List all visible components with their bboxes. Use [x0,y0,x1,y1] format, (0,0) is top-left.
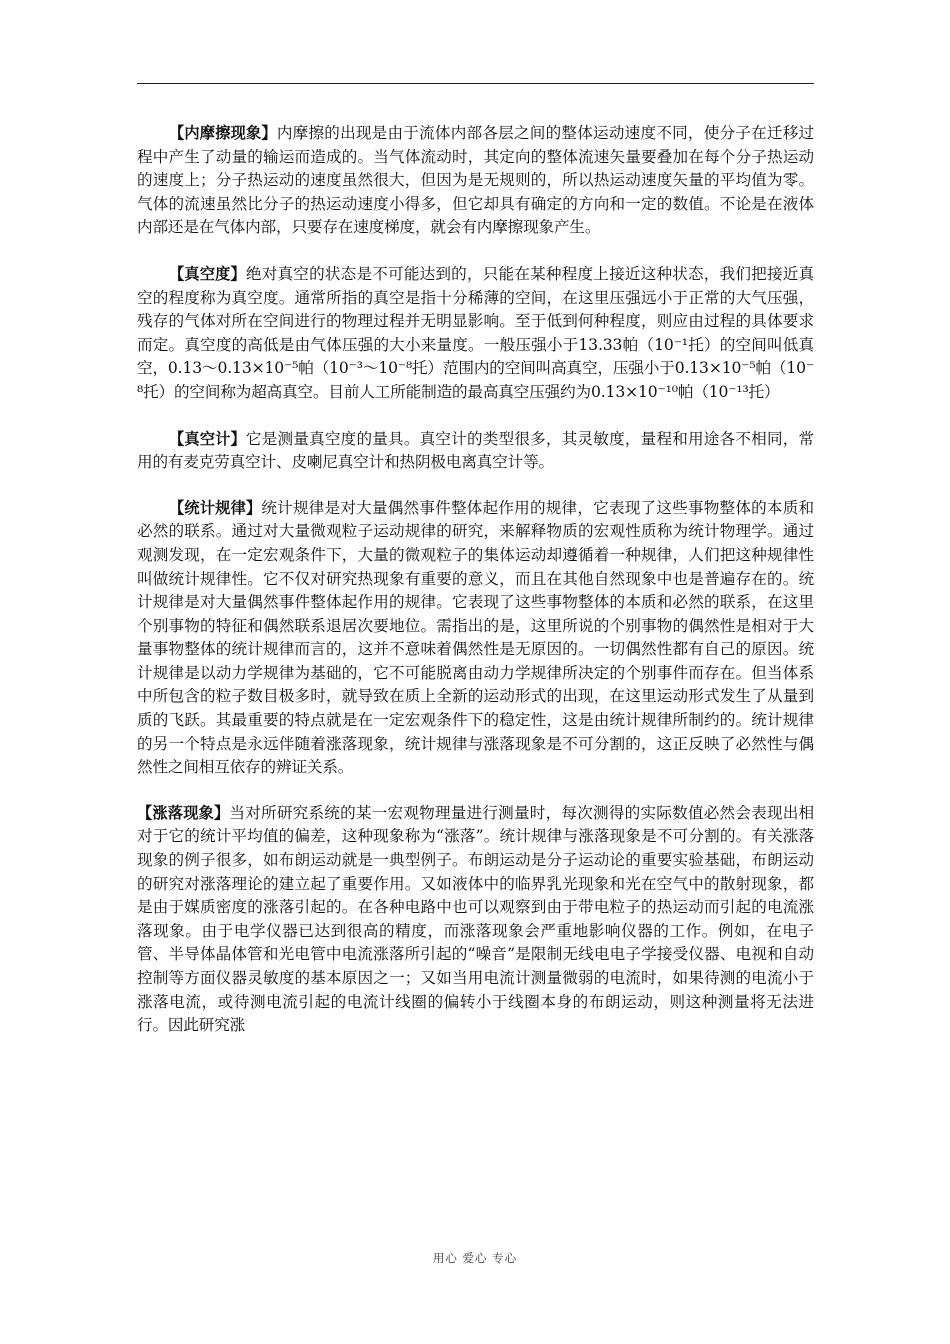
text-statistical-law: 统计规律是对大量偶然事件整体起作用的规律，它表现了这些事物整体的本质和必然的联系。通过对大量微观粒子运动规律的研究，来解释物质的宏观性质称为统计物理学。通过观测发现，在一定宏观条件下，大量的微观粒子的集体运动却遵循着一种规律，人们把这种规律性叫做统计规律性。它不仅对研究热现象有重要的意义，而且在其他自然现象中也是普遍存在的。统计规律是对大量偶然事件整体起作用的规律。它表现了这些事物整体的本质和必然的联系，在这里个别事物的特征和偶然联系退居次要地位。需指出的是，这里所说的个别事物的偶然性是相对于大量事物整体的统计规律而言的，这并不意味着偶然性是无原因的。一切偶然性都有自己的原因。统计规律是以动力学规律为基础的，它不可能脱离由动力学规律所决定的个别事件而存在。但当体系中所包含的粒子数目极多时，就导致在质上全新的运动形式的出现，在这里运动形式发生了从量到质的飞跃。其最重要的特点就是在一定宏观条件下的稳定性，这是由统计规律所制约的。统计规律的另一个特点是永远伴随着涨落现象，统计规律与涨落现象是不可分割的，这正反映了必然性与偶然性之间相互依存的辨证关系。 [137,498,814,777]
term-vacuum-gauge: 【真空计】 [169,429,246,448]
text-fluctuation: 当对所研究系统的某一宏观物理量进行测量时，每次测得的实际数值必然会表现出相对于它的统计平均值的偏差，这种现象称为“涨落”。统计规律与涨落现象是不可分割的。有关涨落现象的例子很多，如布朗运动就是一典型例子。布朗运动是分子运动论的重要实验基础，布朗运动的研究对涨落理论的建立起了重要作用。又如液体中的临界乳光现象和光在空气中的散射现象，都是由于媒质密度的涨落引起的。在各种电路中也可以观察到由于带电粒子的热运动而引起的电流涨落现象。由于电学仪器已达到很高的精度，而涨落现象会严重地影响仪器的工作。例如，在电子管、半导体晶体管和光电管中电流涨落所引起的“噪音”是限制无线电电子学接受仪器、电视和自动控制等方面仪器灵敏度的基本原因之一；又如当用电流计测量微弱的电流时，如果待测的电流小于涨落电流，或待测电流引起的电流计线圈的偏转小于线圈本身的布朗运动，则这种测量将无法进行。因此研究涨 [137,803,814,1035]
document-body [137,122,814,1038]
text-vacuum-gauge: 它是测量真空度的量具。真空计的类型很多，其灵敏度，量程和用途各不相同，常用的有麦克劳真空计、皮喇尼真空计和热阴极电离真空计等。 [137,429,814,472]
term-statistical-law: 【统计规律】 [169,498,262,517]
paragraph-vacuum-degree [137,263,814,405]
page-footer: 用心 爱心 专心 [432,1251,518,1265]
paragraph-statistical-law [137,497,814,780]
paragraph-fluctuation [137,802,814,1038]
text-internal-friction: 内摩擦的出现是由于流体内部各层之间的整体运动速度不同，使分子在迁移过程中产生了动量的输运而造成的。当气体流动时，其定向的整体流速矢量要叠加在每个分子热运动的速度上；分子热运动的速度虽然很大，但因为是无规则的，所以热运动速度矢量的平均值为零。气体的流速虽然比分子的热运动速度小得多，但它却具有确定的方向和一定的数值。不论是在液体内部还是在气体内部，只要存在速度梯度，就会有内摩擦现象产生。 [137,124,814,237]
paragraph-vacuum-gauge [137,428,814,475]
term-fluctuation: 【涨落现象】 [137,803,230,822]
term-internal-friction: 【内摩擦现象】 [169,124,277,142]
term-vacuum-degree: 【真空度】 [169,264,246,283]
paragraph-internal-friction [137,122,814,240]
text-vacuum-degree: 绝对真空的状态是不可能达到的，只能在某种程度上接近这种状态，我们把接近真空的程度称为真空度。通常所指的真空是指十分稀薄的空间，在这里压强远小于正常的大气压强，残存的气体对所在空间进行的物理过程并无明显影响。至于低到何种程度，则应由过程的具体要求而定。真空度的高低是由气体压强的大小来量度。一般压强小于13.33帕（10⁻¹托）的空间叫低真空，0.13～0.13×10⁻⁵帕（10⁻³～10⁻⁸托）范围内的空间叫高真空，压强小于0.13×10⁻⁵帕（10⁻⁸托）的空间称为超高真空。目前人工所能制造的最高真空压强约为0.13×10⁻¹⁰帕（10⁻¹³托） [137,264,814,401]
header-rule [137,83,814,84]
